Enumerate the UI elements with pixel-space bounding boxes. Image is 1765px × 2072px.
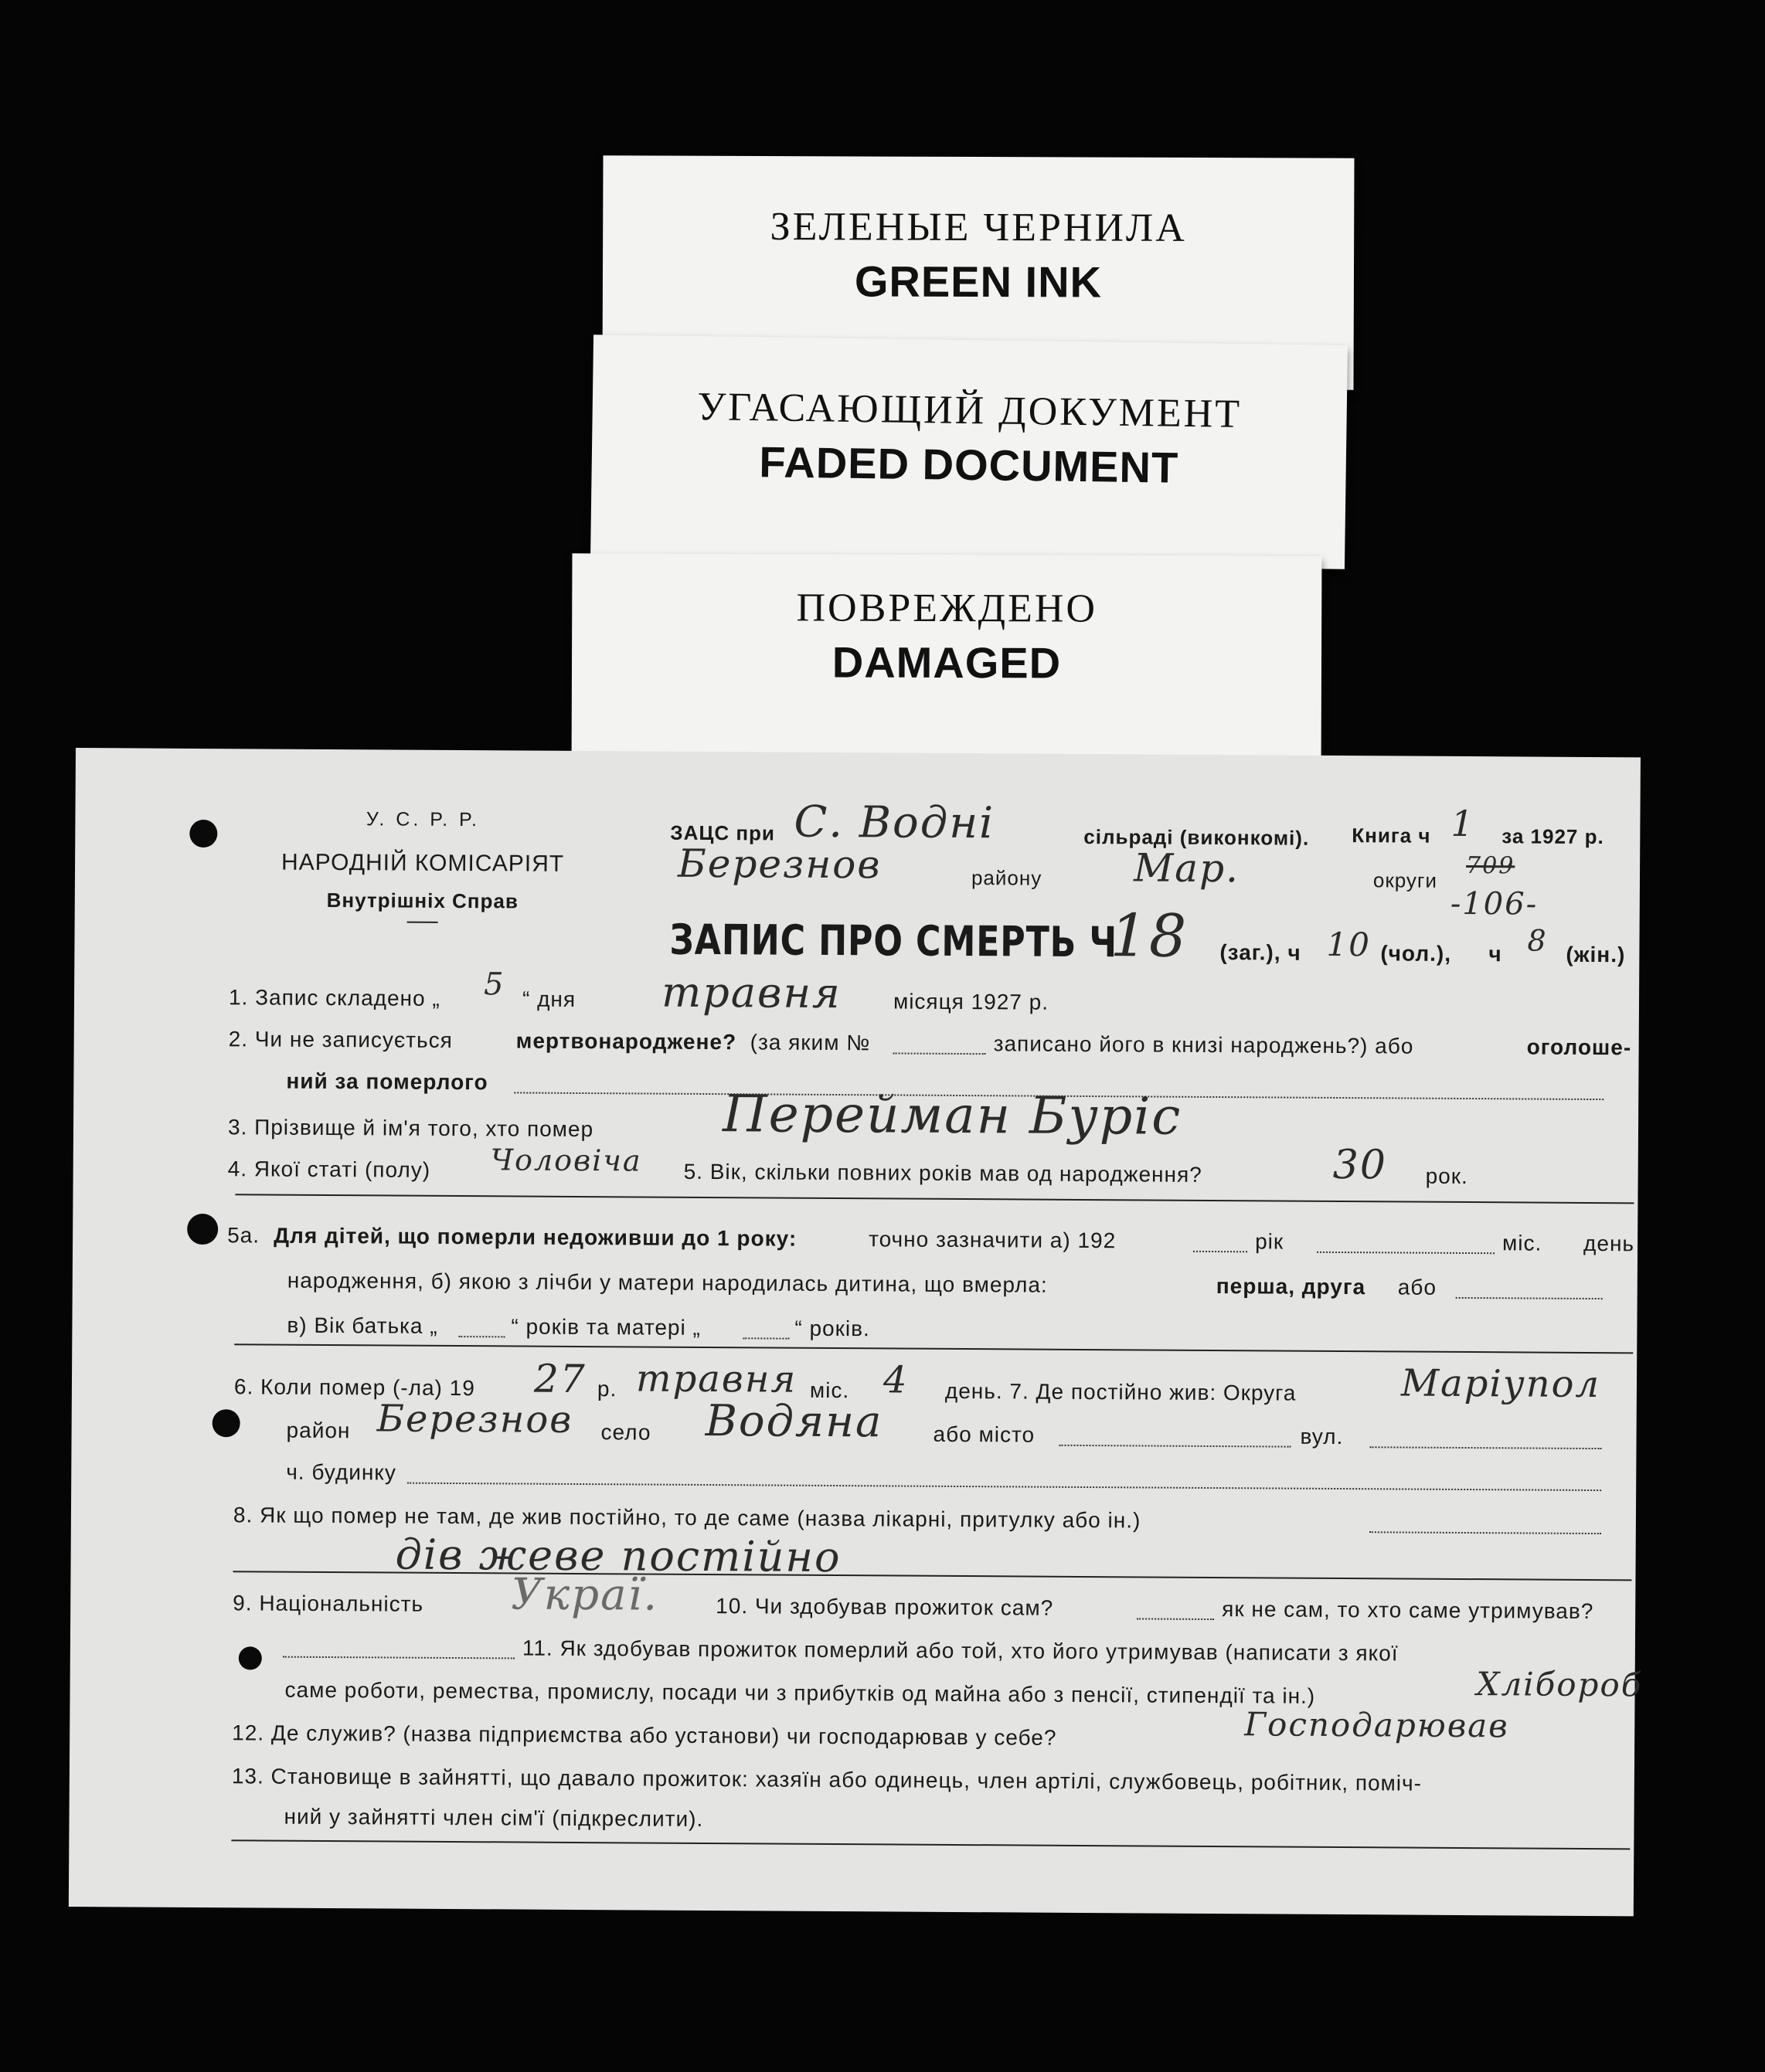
female-count: 8 [1527,923,1548,958]
sex-value: Чоловіча [490,1143,642,1178]
or-label: або [1397,1275,1437,1299]
death-year: 27 [533,1356,587,1402]
female-label: (жін.) [1566,942,1626,967]
death-day: 4 [882,1358,909,1402]
supporter-dots [283,1639,515,1659]
place-dots [1369,1514,1601,1534]
line-13-label: 13. Становище в зайнятті, що давало прожиток: хазяїн або одинець, член артілі, службовець, робітник, поміч- [231,1764,1423,1795]
mother-age-label: “ років та матері „ [511,1314,701,1340]
birth-order-dots [1456,1280,1603,1299]
okruga-label: округи [1372,868,1438,892]
death-month: травня [635,1357,797,1401]
record-day: 5 [483,966,505,1003]
infant-birth-year: точно зазначити а) 192 [869,1227,1117,1253]
card-label-en: GREEN INK [854,256,1103,307]
council-label: сільраді (виконкомі). [1083,824,1310,850]
raion-label-2: район [286,1418,351,1443]
occupation-value: Хлібороб [1476,1665,1643,1704]
line-6-rest: день. 7. Де постійно жив: Округа [944,1378,1297,1405]
selo-label: село [600,1420,651,1445]
form-title: ЗАПИС ПРО СМЕРТЬ Ч [669,915,1118,967]
line-5-label: 5. Вік, скільки повних років мав од народження? [683,1159,1202,1187]
day-unit: день [1583,1231,1635,1256]
line-11-label: 11. Як здобував прожиток померлий або той, хто його утримував (написати з якої [522,1636,1399,1666]
record-month: травня [661,967,842,1018]
line-9-label: 9. Національність [233,1591,424,1616]
workplace-value: Господарював [1244,1705,1509,1745]
birth-year-dots [1193,1234,1247,1252]
raion-value: Березнов [677,841,882,888]
divider [231,1839,1630,1850]
line-5a-number: 5а. [227,1223,260,1248]
line-8-label: 8. Як що помер не там, де жив постійно, то де саме (назва лікарні, притулку або ін.) [233,1503,1141,1533]
line-5a-birth: народження, б) якою з лічби у матери народилась дитина, що вмерла: [287,1268,1048,1297]
okruga-value: Мар. [1133,845,1240,892]
line-1-suffix: місяця 1927 р. [893,989,1049,1014]
ministry-label: Внутрішніх Справ [326,888,519,913]
male-count: 10 [1326,925,1372,964]
female-prefix: ч [1488,942,1502,966]
card-label-en: FADED DOCUMENT [758,437,1179,492]
line-6-prefix: 6. Коли помер (-ла) 19 [233,1374,475,1401]
faded-document-card [590,335,1348,569]
male-label: (чол.), [1380,941,1452,966]
card-label-ru: ПОВРЕЖДЕНО [796,586,1098,631]
stillborn-label: мертвонароджене? [515,1028,737,1055]
register-number-dots [893,1035,986,1055]
declared-label: оголоше- [1526,1034,1632,1060]
death-record-form [69,748,1641,1916]
card-label-ru: ЗЕЛЕНЫЕ ЧЕРНИЛА [770,205,1187,250]
age-value: 30 [1332,1141,1388,1189]
line-3-label: 3. Прізвище й ім'я того, хто помер [227,1115,594,1142]
house-dots [407,1466,1601,1491]
zacs-label: ЗАЦС при [670,820,776,845]
total-label: (заг.), ч [1219,940,1301,965]
header-dash [407,922,438,923]
years-label: “ років. [794,1316,870,1341]
line-2-number: (за яким № [750,1030,871,1055]
line-2-rest: записано його в книзі народжень?) або [993,1031,1414,1058]
street-label: вул. [1300,1424,1344,1449]
mother-age-dots [743,1320,789,1339]
corner-mark: 709 [1465,851,1515,880]
divider [234,1343,1633,1354]
line-4-label: 4. Якої статі (полу) [227,1157,431,1182]
supporter-label: як не сам, то хто саме утримував? [1222,1597,1594,1624]
punch-hole [187,1214,218,1245]
deceased-name: Перейман Буріс [722,1084,1182,1146]
commissariat-label: НАРОДНІЙ КОМІСАРІЯТ [281,849,565,877]
self-support-dots [1137,1601,1214,1620]
father-age-dots [458,1319,505,1337]
house-label: ч. будинку [286,1459,397,1485]
line-1-prefix: 1. Запис складено „ [228,985,440,1011]
punch-hole [213,1409,240,1437]
book-label: Книга ч [1352,824,1431,847]
death-year-unit: р. [597,1377,617,1401]
record-mark: -106- [1450,885,1539,922]
card-label-ru: УГАСАЮЩИЙ ДОКУМЕНТ [697,385,1243,436]
father-age-label: в) Вік батька „ [287,1313,438,1338]
birth-month-dots [1317,1235,1495,1254]
street-dots [1369,1429,1601,1449]
punch-hole [239,1646,262,1669]
punch-hole [189,820,217,847]
death-month-unit: міс. [809,1377,850,1403]
damaged-card [571,553,1321,780]
card-label-en: DAMAGED [831,637,1062,688]
raion-label: району [971,866,1042,890]
line-10-label: 10. Чи здобував прожиток сам? [716,1594,1054,1620]
town-label: або місто [933,1422,1036,1447]
year-unit: рік [1255,1229,1284,1254]
declared-label-end: ний за померлого [286,1068,488,1095]
age-unit: рок. [1425,1163,1468,1189]
residence-selo: Водяна [705,1395,883,1448]
divider [235,1194,1634,1204]
month-unit: міс. [1502,1231,1542,1255]
book-value: 1 [1450,802,1475,845]
line-1-day: “ дня [522,987,576,1011]
line-13-detail: ний у зайнятті член сім'ї (підкреслити). [284,1804,704,1831]
first-second-label: перша, друга [1216,1274,1366,1299]
residence-okruga: Маріупол [1400,1361,1601,1407]
line-2-prefix: 2. Чи не записується [228,1027,453,1052]
line-12-label: 12. Де служив? (назва підприємства або установи) чи господарював у себе? [232,1720,1057,1750]
year-label: за 1927 р. [1501,824,1604,849]
nationality-value: Украї. [511,1569,659,1621]
town-dots [1059,1428,1291,1448]
residence-raion: Березнов [376,1397,573,1442]
zacs-value: С. Водні [794,797,995,849]
usrr-label: У. С. Р. Р. [366,808,481,831]
infant-label: Для дітей, що померли недоживши до 1 року: [274,1223,797,1251]
death-place-value: дів жеве постійно [395,1530,842,1582]
title-number: 18 [1110,901,1189,970]
line-11-detail: саме роботи, ремества, промислу, посади чи з прибутків од майна або з пенсії, стипендії та ін.) [284,1677,1316,1708]
